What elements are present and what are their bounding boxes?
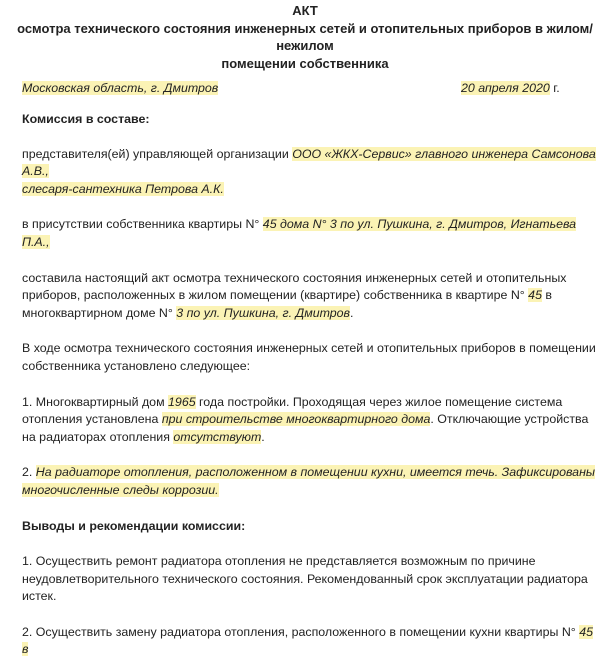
doc-subtitle-line1: осмотра технического состояния инженерных сетей и отопительных приборов в жилом/нежилом	[17, 20, 593, 53]
date-suffix: г.	[549, 81, 560, 95]
representatives-paragraph	[0, 146, 610, 199]
composed-highlight-2: 3 по ул. Пушкина, г. Дмитров	[176, 305, 351, 320]
recommendation-1: 1. Осуществить ремонт радиатора отопления не представляется возможным по причине неудовлетворительного технического состояния. Рекомендованный срок эксплуатации радиатора истек.	[22, 554, 588, 604]
doc-title: АКТ	[292, 3, 318, 18]
item2-highlight: На радиаторе отопления, расположенном в помещении кухни, имеется течь. Зафиксированы многочисленные следы коррозии.	[22, 465, 596, 497]
rec2-highlight: 45 в	[22, 624, 593, 657]
item1-highlight-3: отсутствуют	[173, 429, 262, 444]
presence-paragraph	[0, 216, 610, 251]
date-field-wrapper	[461, 81, 560, 95]
composed-text-1: составила настоящий акт осмотра технического состояния инженерных сетей и отопительных приборов, расположенных в жилом помещении (квартире) собственника в квартире N°	[22, 270, 567, 303]
inspection-paragraph: В ходе осмотра технического состояния инженерных сетей и отопительных приборов в помещении собственника установлено следующее:	[22, 341, 596, 373]
composed-highlight-1: 45	[528, 288, 542, 303]
rep-highlight-2: слесаря-сантехника Петрова А.К.	[22, 181, 224, 196]
rec2-text: 2. Осуществить замену радиатора отопления, расположенного в помещении кухни квартиры N°	[22, 624, 580, 639]
date-field: 20 апреля 2020	[461, 81, 550, 95]
presence-text: в присутствии собственника квартиры N°	[22, 217, 263, 232]
item1-highlight-2: при строительстве многоквартирного дома	[161, 412, 431, 427]
presence-highlight: 45 дома N° 3 по ул. Пушкина, г. Дмитров, Игнатьева П.А.,	[22, 217, 577, 249]
composed-paragraph	[0, 270, 610, 323]
composed-text-3: .	[350, 305, 354, 320]
item1-highlight-1: 1965	[168, 394, 196, 409]
finding-item-1	[0, 394, 610, 447]
commission-heading: Комиссия в составе:	[22, 112, 150, 126]
finding-item-2	[0, 464, 610, 499]
item1-text-1: 1. Многоквартирный дом	[22, 394, 169, 409]
item1-text-2: года постройки. Проходящая через жилое помещение система отопления установлена	[22, 394, 563, 427]
recommendation-2	[0, 624, 610, 659]
place-date-row	[0, 81, 610, 99]
place-field: Московская область, г. Дмитров	[22, 81, 219, 95]
item2-text: 2.	[22, 465, 36, 480]
doc-subtitle-line2: помещении собственника	[221, 55, 389, 71]
item1-text-3: . Отключающие устройства на радиаторах отопления	[22, 412, 589, 444]
composed-text-2: в многоквартирном доме N°	[22, 288, 552, 320]
rep-highlight-1: ООО «ЖКХ-Сервис» главного инженера Самсонова А.В.,	[22, 146, 596, 179]
rep-text: представителя(ей) управляющей организации	[22, 146, 293, 161]
conclusions-heading: Выводы и рекомендации комиссии:	[22, 518, 246, 533]
item1-text-4: .	[261, 429, 265, 444]
